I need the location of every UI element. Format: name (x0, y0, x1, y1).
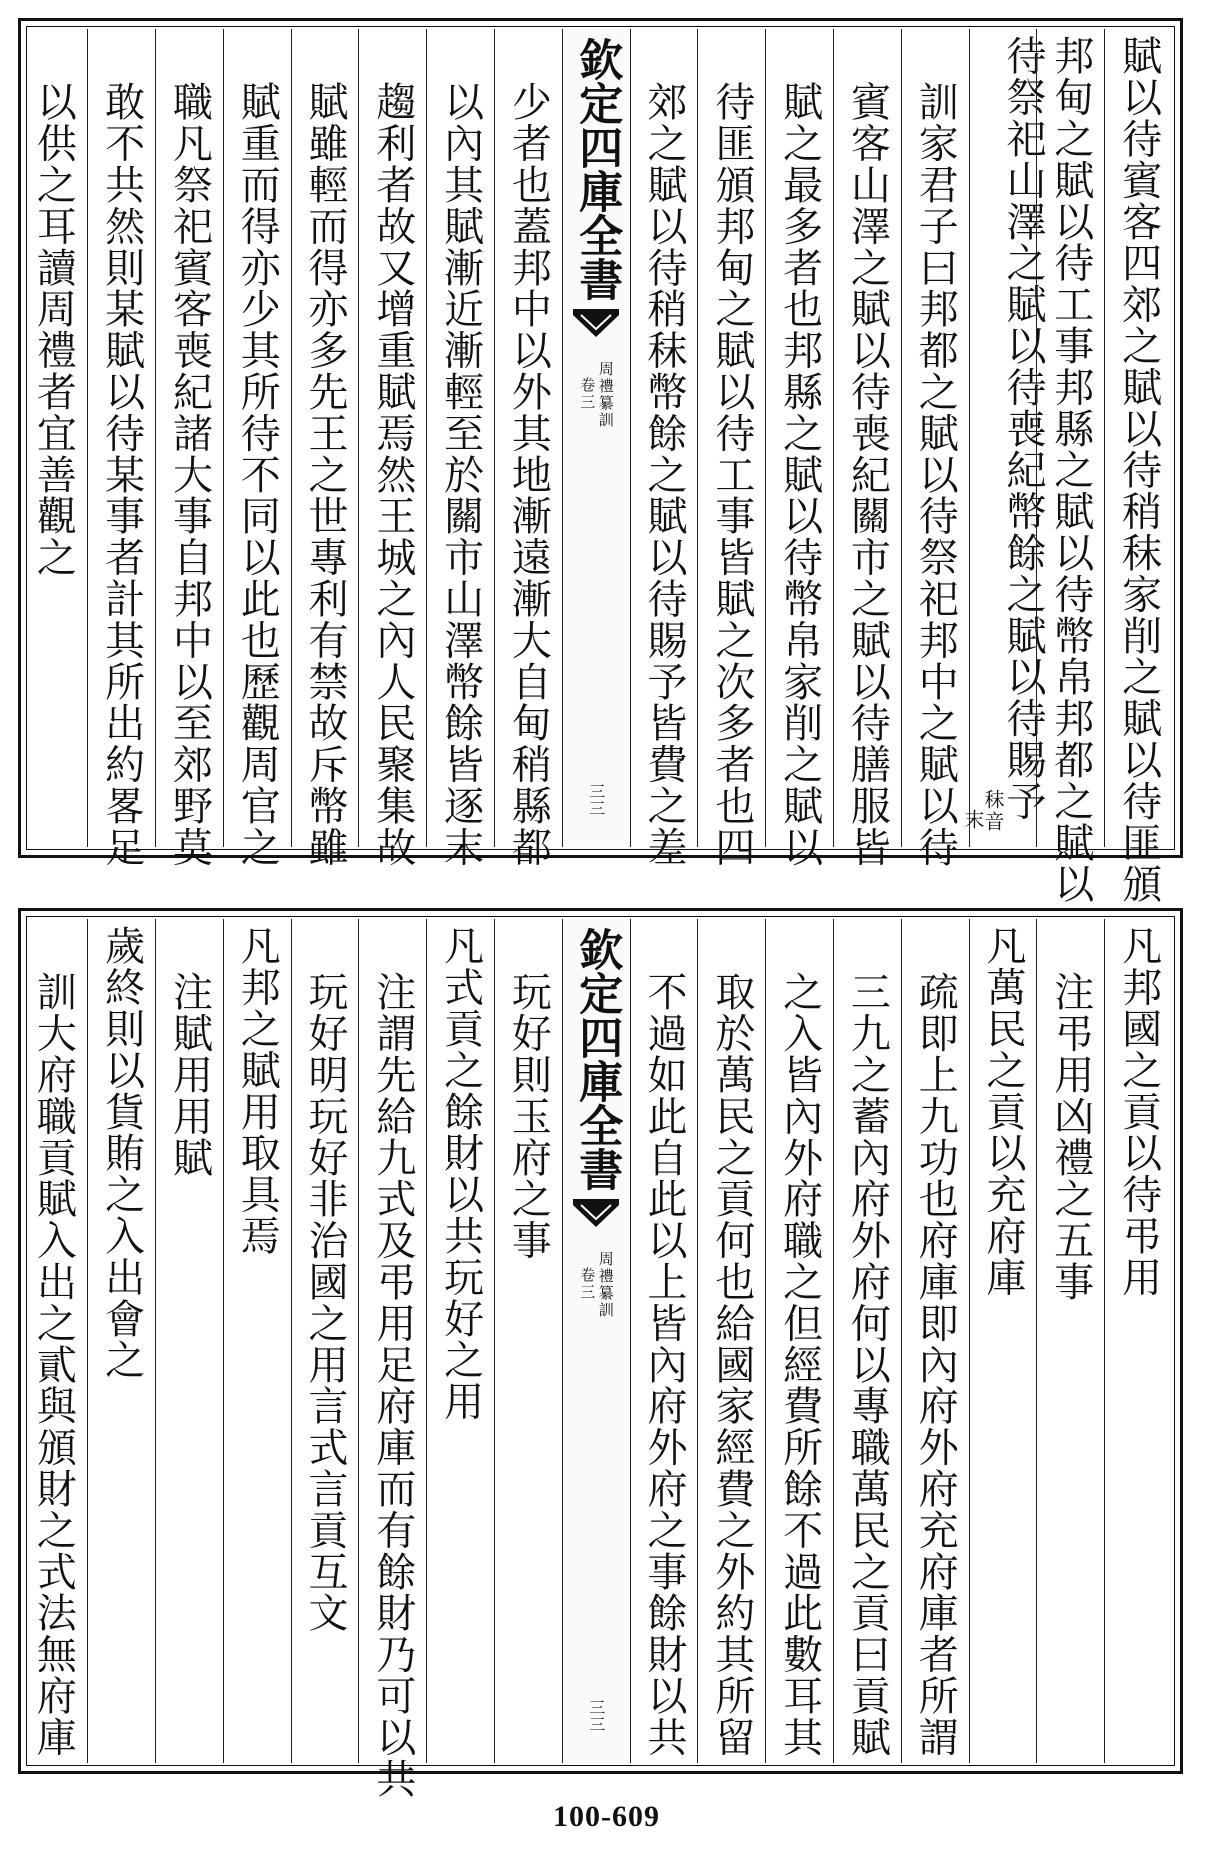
text-line: 疏即上九功也府庫即內府外府充府庫者所謂 (912, 971, 959, 1758)
text-line: 敢不共然則某賦以待某事者計其所出約畧足 (98, 81, 145, 868)
note-line: 末 (961, 809, 986, 831)
text-column (1104, 29, 1172, 905)
book-name: 周禮纂訓 (596, 361, 615, 429)
text-column (969, 919, 1037, 1763)
text-line: 之入皆內外府職之但經費所餘不過此數耳其 (776, 971, 823, 1758)
text-line: 注弔用凶禮之五事 (1047, 971, 1094, 1303)
text-column (901, 29, 969, 868)
text-line: 以供之耳讀周禮者宜善觀之 (30, 81, 77, 578)
text-column (630, 29, 698, 868)
annotation-note (961, 783, 1006, 833)
text-line: 不過如此自此以上皆內府外府之事餘財以共 (641, 971, 688, 1758)
text-line: 職凡祭祀賓客喪紀諸大事自邦中以至郊野莫 (166, 81, 213, 868)
collection-title: 欽定四庫全書 (571, 927, 623, 1191)
top-columns (29, 29, 1172, 905)
text-line: 賦重而得亦少其所待不同以此也歷觀周官之 (234, 81, 281, 868)
text-line: 凡式貢之餘財以共玩好之用 (437, 925, 484, 1422)
page-number: 三三 (586, 1699, 606, 1733)
fish-tail-icon (573, 1197, 619, 1237)
book-name: 周禮纂訓 (596, 1251, 615, 1319)
collection-title: 欽定四庫全書 (571, 37, 623, 301)
text-column (1036, 29, 1104, 905)
page-number: 三三 (586, 783, 606, 817)
text-line: 注賦用用賦 (166, 971, 213, 1178)
text-column (630, 919, 698, 1763)
text-column (833, 29, 901, 868)
text-column (697, 919, 765, 1763)
book-margin (562, 919, 630, 1763)
text-column (87, 29, 155, 868)
text-column (494, 29, 562, 868)
text-column (1104, 919, 1172, 1763)
text-line: 訓大府職貢賦入出之貳與頒財之式法無府庫 (30, 971, 77, 1758)
text-column (901, 919, 969, 1763)
text-line: 玩好明玩好非治國之用言式言貢互文 (302, 971, 349, 1634)
bottom-columns (29, 919, 1172, 1799)
text-line: 少者也蓋邦中以外其地漸遠漸大自甸稍縣都 (505, 81, 552, 868)
text-line: 郊之賦以待稍秣幣餘之賦以待賜予皆費之差 (641, 81, 688, 868)
text-line: 趨利者故又增重賦焉然王城之內人民聚集故 (369, 81, 416, 868)
text-line: 凡萬民之貢以充府庫 (980, 925, 1026, 1298)
text-line: 取於萬民之貢何也給國家經費之外約其所留 (708, 971, 755, 1758)
text-line: 訓家君子曰邦都之賦以待祭祀邦中之賦以待 (912, 81, 959, 868)
text-line: 待匪頒邦甸之賦以待工事皆賦之次多者也四 (708, 81, 755, 868)
text-line: 邦甸之賦以待工事邦縣之賦以待幣帛邦都之賦以 (1047, 35, 1094, 905)
note-line: 秣音 (981, 789, 1006, 833)
text-line: 待祭祀山澤之賦以待喪紀幣餘之賦以待賜予 (1000, 35, 1047, 822)
text-line: 凡邦之賦用取具焉 (234, 925, 281, 1257)
text-line: 賦以待賓客四郊之賦以待稍秣家削之賦以待匪頒 (1115, 35, 1162, 905)
top-page (18, 18, 1183, 905)
text-column (833, 919, 901, 1763)
text-column (1036, 919, 1104, 1763)
margin-info (579, 1251, 614, 1319)
text-line: 賦之最多者也邦縣之賦以待幣帛家削之賦以 (776, 81, 823, 868)
juan-number: 卷三 (578, 1267, 597, 1301)
text-column (155, 919, 223, 1763)
text-column (697, 29, 765, 868)
text-column (765, 29, 833, 868)
volume-page-number: 100-609 (553, 1800, 660, 1833)
text-column (358, 919, 426, 1799)
margin-info (579, 361, 614, 429)
text-column (291, 919, 359, 1763)
text-column (765, 919, 833, 1763)
text-column (426, 919, 494, 1763)
text-line: 三九之蓄內府外府何以專職萬民之貢曰貢賦 (844, 971, 891, 1758)
text-column (291, 29, 359, 868)
text-line: 玩好則玉府之事 (505, 971, 552, 1261)
text-column (87, 919, 155, 1763)
text-column (223, 919, 291, 1763)
text-column (426, 29, 494, 868)
text-column (358, 29, 426, 868)
text-line: 賓客山澤之賦以待喪紀關市之賦以待膳服皆 (844, 81, 891, 868)
text-line: 歲終則以貨賄之入出會之 (98, 925, 145, 1381)
bottom-page (18, 908, 1183, 1799)
text-column (961, 29, 1047, 847)
text-column (223, 29, 291, 868)
book-margin (562, 29, 630, 847)
text-column (19, 29, 87, 847)
text-line: 賦雖輕而得亦多先王之世專利有禁故斥幣雖 (302, 81, 349, 868)
text-column (19, 919, 87, 1763)
text-line: 凡邦國之貢以待弔用 (1115, 925, 1162, 1298)
juan-number: 卷三 (578, 377, 597, 411)
text-line: 以內其賦漸近漸輕至於關市山澤幣餘皆逐末 (437, 81, 484, 868)
text-column (494, 919, 562, 1763)
text-line: 注謂先給九式及弔用足府庫而有餘財乃可以共 (369, 971, 416, 1799)
fish-tail-icon (573, 307, 619, 347)
text-column (155, 29, 223, 868)
